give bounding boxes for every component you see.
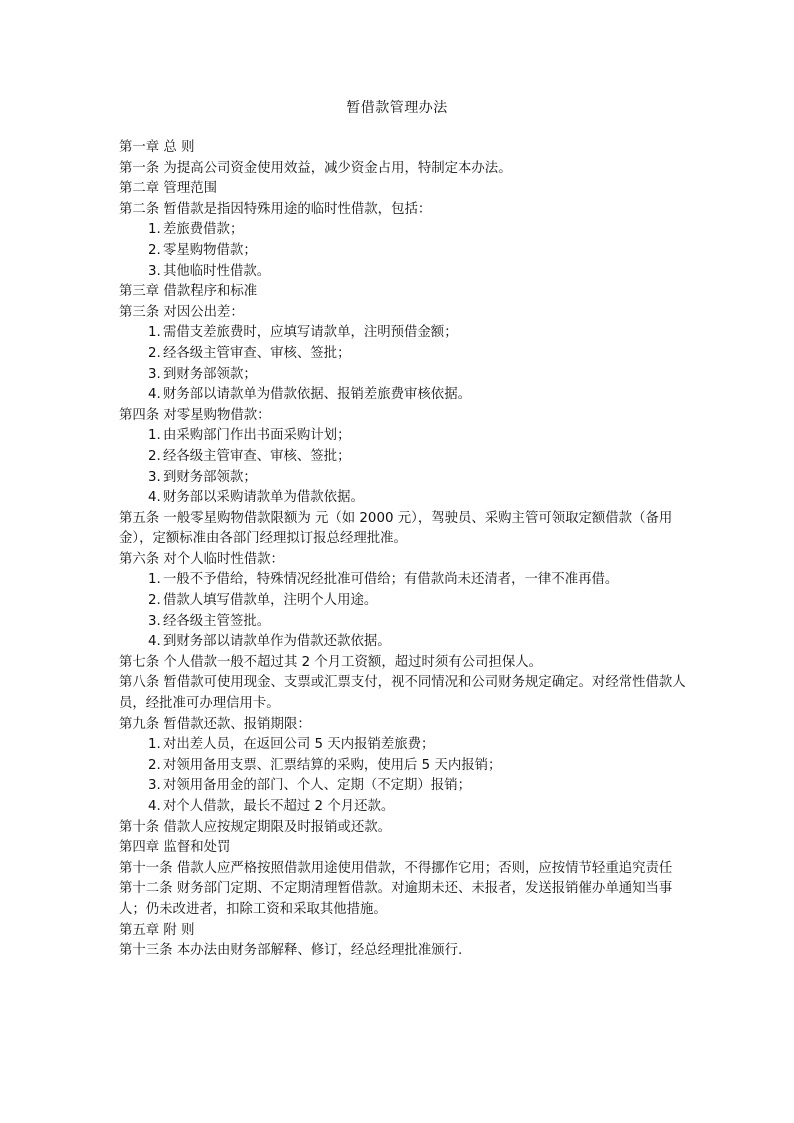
list-item-text: 对领用备用金的部门、个人、定期（不定期）报销； — [163, 778, 471, 794]
paragraph: 第十三条 本办法由财务部解释、修订，经总经理批准颁行. — [119, 943, 463, 959]
list-item-text: 到财务部领款； — [163, 366, 257, 382]
list-item — [119, 262, 689, 283]
list-item-number: 1. — [148, 222, 161, 238]
list-item-text: 财务部以请款单为借款依据、报销差旅费审核依据。 — [163, 387, 471, 403]
list-item — [119, 365, 689, 386]
paragraph: 第三条 对因公出差： — [119, 304, 244, 320]
list-item-number: 3. — [148, 469, 161, 485]
document-body — [119, 138, 689, 962]
list-item — [119, 776, 689, 797]
list-item-number: 4. — [148, 634, 161, 650]
list-item-number: 2. — [148, 242, 161, 258]
list-item-number: 2. — [148, 448, 161, 464]
paragraph: 第一条 为提高公司资金使用效益，减少资金占用，特制定本办法。 — [119, 160, 512, 176]
list-item-number: 1. — [148, 325, 161, 341]
list-item-text: 对个人借款，最长不超过 2 个月还款。 — [163, 799, 395, 814]
list-item-number: 4. — [148, 387, 161, 403]
paragraph: 第九条 暂借款还款、报销期限： — [119, 716, 311, 732]
paragraph: 第八条 暂借款可使用现金、支票或汇票支付，视不同情况和公司财务规定确定。对经常性借款人员，经批准可办理信用卡。 — [119, 675, 686, 712]
list-item — [119, 632, 689, 653]
list-item-number: 1. — [148, 572, 161, 588]
list-item-number: 1. — [148, 737, 161, 753]
list-item-text: 差旅费借款； — [163, 222, 244, 238]
paragraph: 第十条 借款人应按规定期限及时报销或还款。 — [119, 819, 392, 835]
list-item-text: 经各级主管签批。 — [163, 613, 271, 629]
list-item-number: 4. — [148, 490, 161, 506]
paragraph: 第四章 监督和处罚 — [119, 840, 231, 856]
paragraph: 第五条 一般零星购物借款限额为 元（如 2000 元），驾驶员、采购主管可领取定额借款（备用金），定额标准由各部门经理拟订报总经理批准。 — [119, 510, 673, 547]
paragraph: 第十一条 借款人应严格按照借款用途使用借款，不得挪作它用；否则，应按情节轻重追究责任 — [119, 860, 673, 876]
list-item-text: 零星购物借款； — [163, 242, 257, 258]
paragraph: 第二章 管理范围 — [119, 181, 217, 197]
list-item-text: 需借支差旅费时，应填写请款单，注明预借金额； — [163, 325, 458, 341]
paragraph: 第一章 总 则 — [119, 140, 195, 155]
list-item-number: 3. — [148, 263, 161, 279]
list-item — [119, 570, 689, 591]
list-item — [119, 468, 689, 489]
paragraph: 第四条 对零星购物借款： — [119, 407, 271, 423]
list-item-text: 对出差人员，在返回公司 5 天内报销差旅费； — [163, 737, 435, 753]
list-item-text: 经各级主管审查、审核、签批； — [163, 448, 351, 464]
list-item — [119, 241, 689, 262]
list-item — [119, 426, 689, 447]
list-item-number: 1. — [148, 428, 161, 444]
paragraph: 第六条 对个人临时性借款： — [119, 551, 284, 567]
list-item-text: 借款人填写借款单，注明个人用途。 — [163, 593, 378, 609]
list-item-text: 其他临时性借款。 — [163, 263, 271, 279]
list-item — [119, 735, 689, 756]
list-item-number: 4. — [148, 799, 161, 814]
list-item-text: 一般不予借给，特殊情况经批准可借给；有借款尚未还清者，一律不准再借。 — [163, 572, 619, 588]
list-item-text: 到财务部领款； — [163, 469, 257, 485]
list-item-text: 对领用备用支票、汇票结算的采购，使用后 5 天内报销； — [163, 757, 502, 773]
list-item-number: 3. — [148, 778, 161, 794]
list-item-text: 经各级主管审查、审核、签批； — [163, 345, 351, 361]
paragraph: 第七条 个人借款一般不超过其 2 个月工资额，超过时须有公司担保人。 — [119, 654, 543, 670]
list-item-text: 由采购部门作出书面采购计划； — [163, 428, 351, 444]
list-item-number: 3. — [148, 613, 161, 629]
list-item — [119, 797, 689, 818]
list-item — [119, 323, 689, 344]
list-item — [119, 591, 689, 612]
document-title: 暂借款管理办法 — [346, 100, 448, 116]
list-item — [119, 344, 689, 365]
paragraph: 第十二条 财务部门定期、不定期清理暂借款。对逾期未还、未报者，发送报销催办单通知当事人；仍未改进者，扣除工资和采取其他措施。 — [119, 881, 673, 917]
list-item — [119, 385, 689, 406]
list-item — [119, 220, 689, 241]
list-item-text: 到财务部以请款单作为借款还款依据。 — [163, 634, 391, 650]
list-item — [119, 488, 689, 509]
list-item-number: 3. — [148, 366, 161, 382]
list-item-number: 2. — [148, 757, 161, 773]
paragraph: 第五章 附 则 — [119, 922, 195, 938]
paragraph: 第三章 借款程序和标准 — [119, 284, 258, 300]
list-item — [119, 447, 689, 468]
list-item-number: 2. — [148, 345, 161, 361]
list-item — [119, 756, 689, 777]
list-item-number: 2. — [148, 593, 161, 609]
paragraph: 第二条 暂借款是指因特殊用途的临时性借款，包括： — [119, 201, 432, 217]
list-item-text: 财务部以采购请款单为借款依据。 — [163, 490, 364, 506]
list-item — [119, 612, 689, 633]
